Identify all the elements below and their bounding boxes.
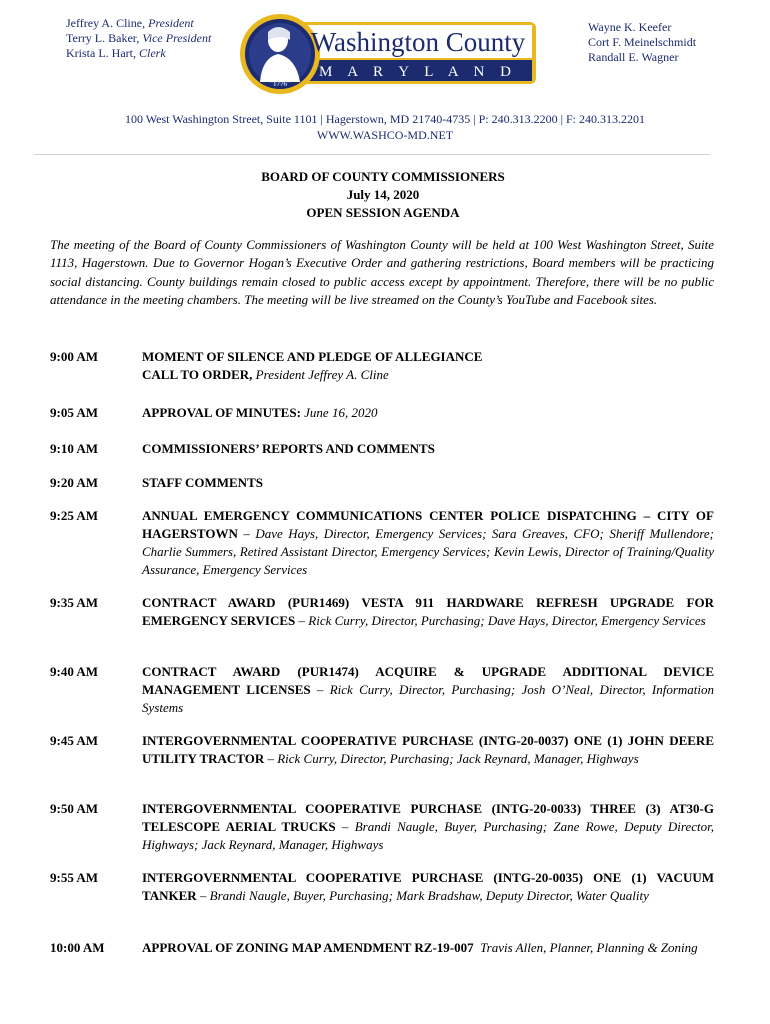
agenda-presenter: Dave Hays, Director, Emergency Services; Sara Greaves, CFO; Sheriff Mullendore; Charlie Summers, Retired Assistant Director, Emergency Services; Kevin Lewis, Director of Training/Quality Assurance, Emergency Services xyxy=(142,526,714,577)
commissioner-entry: Jeffrey A. Cline, President xyxy=(66,16,194,30)
agenda-time: 9:00 AM xyxy=(50,349,99,364)
agenda-time: 9:25 AM xyxy=(50,508,99,523)
agenda-description: INTERGOVERNMENTAL COOPERATIVE PURCHASE (INTG-20-0037) ONE (1) JOHN DEERE UTILITY TRACTOR – Rick Curry, Director, Purchasing; Jack Reynard, Manager, Highways xyxy=(142,733,714,766)
agenda-item-title: CONTRACT AWARD (PUR1469) VESTA 911 HARDWARE REFRESH UPGRADE FOR EMERGENCY SERVICES xyxy=(142,595,714,628)
svg-text:1776: 1776 xyxy=(273,80,287,88)
svg-text:M A R Y L A N D: M A R Y L A N D xyxy=(319,64,517,80)
session-type: OPEN SESSION AGENDA xyxy=(306,205,460,220)
agenda-description xyxy=(142,348,714,384)
address-block xyxy=(0,111,770,143)
board-name: BOARD OF COUNTY COMMISSIONERS xyxy=(261,169,505,184)
address-line: 100 West Washington Street, Suite 1101 | Hagerstown, MD 21740-4735 | P: 240.313.2200 | F: 240.313.2201 xyxy=(124,112,646,126)
agenda-item-title: INTERGOVERNMENTAL COOPERATIVE PURCHASE (INTG-20-0035) ONE (1) VACUUM TANKER xyxy=(142,870,714,903)
agenda-description xyxy=(142,474,714,492)
svg-text:Washington County: Washington County xyxy=(310,27,526,57)
commissioner-entry: Terry L. Baker, Vice President xyxy=(66,31,212,45)
agenda-item-title: ANNUAL EMERGENCY COMMUNICATIONS CENTER POLICE DISPATCHING – CITY OF HAGERSTOWN xyxy=(142,508,714,541)
agenda-item-title: STAFF COMMENTS xyxy=(142,475,263,490)
agenda-item-title: INTERGOVERNMENTAL COOPERATIVE PURCHASE (INTG-20-0033) THREE (3) AT30-G TELESCOPE AERIAL TRUCKS xyxy=(142,801,714,834)
commissioner-entry: Krista L. Hart, Clerk xyxy=(66,46,166,60)
commissioners-right xyxy=(588,20,696,65)
agenda-time: 9:05 AM xyxy=(50,405,99,420)
agenda-presenter: Travis Allen, Planner, Planning & Zoning xyxy=(480,940,698,955)
meeting-date: July 14, 2020 xyxy=(346,187,420,202)
commissioners-left xyxy=(66,16,211,61)
washington-county-logo xyxy=(238,10,548,102)
agenda-description xyxy=(142,440,714,458)
agenda-time: 9:45 AM xyxy=(50,733,99,748)
agenda-description: CONTRACT AWARD (PUR1474) ACQUIRE & UPGRADE ADDITIONAL DEVICE MANAGEMENT LICENSES – Rick Curry, Director, Purchasing; Josh O’Neal, Director, Information Systems xyxy=(142,664,715,715)
agenda-time: 10:00 AM xyxy=(50,940,105,955)
header-divider xyxy=(34,154,710,155)
agenda-description: INTERGOVERNMENTAL COOPERATIVE PURCHASE (INTG-20-0033) THREE (3) AT30-G TELESCOPE AERIAL TRUCKS – Brandi Naugle, Buyer, Purchasing; Zane Rowe, Deputy Director, Highways; Jack Reynard, Manager, Highways xyxy=(142,801,714,852)
agenda-presenter: Rick Curry, Director, Purchasing; Jack Reynard, Manager, Highways xyxy=(277,751,639,766)
agenda-presenter: June 16, 2020 xyxy=(300,405,378,420)
agenda-presenter: Brandi Naugle, Buyer, Purchasing; Mark Bradshaw, Deputy Director, Water Quality xyxy=(209,888,649,903)
agenda-time: 9:20 AM xyxy=(50,475,99,490)
agenda-presenter: Rick Curry, Director, Purchasing; Dave Hays, Director, Emergency Services xyxy=(308,613,706,628)
agenda-description: CONTRACT AWARD (PUR1469) VESTA 911 HARDWARE REFRESH UPGRADE FOR EMERGENCY SERVICES – Rick Curry, Director, Purchasing; Dave Hays, Director, Emergency Services xyxy=(142,595,714,628)
commissioner-entry: Randall E. Wagner xyxy=(588,50,679,64)
agenda-presenter: Rick Curry, Director, Purchasing; Josh O’Neal, Director, Information Systems xyxy=(142,682,715,715)
agenda-time: 9:10 AM xyxy=(50,441,99,456)
agenda-time: 9:50 AM xyxy=(50,801,99,816)
agenda-item-title: CALL TO ORDER, xyxy=(142,367,253,382)
agenda-description xyxy=(142,939,714,957)
agenda-title xyxy=(0,168,766,222)
agenda-item-title: COMMISSIONERS’ REPORTS AND COMMENTS xyxy=(142,441,435,456)
agenda-description: ANNUAL EMERGENCY COMMUNICATIONS CENTER POLICE DISPATCHING – CITY OF HAGERSTOWN – Dave Hays, Director, Emergency Services; Sara Greaves, CFO; Sheriff Mullendore; Charlie Summers, Retired Assistant Director, Emergency Services; Kevin Lewis, Director of Training/Quality Assurance, Emergency Services xyxy=(142,508,714,577)
agenda-time: 9:55 AM xyxy=(50,870,99,885)
agenda-item-title: APPROVAL OF MINUTES: xyxy=(142,405,301,420)
website-link[interactable]: WWW.WASHCO-MD.NET xyxy=(316,128,454,142)
agenda-time: 9:40 AM xyxy=(50,664,99,679)
commissioner-entry: Cort F. Meinelschmidt xyxy=(588,35,697,49)
agenda-description: INTERGOVERNMENTAL COOPERATIVE PURCHASE (INTG-20-0035) ONE (1) VACUUM TANKER – Brandi Naugle, Buyer, Purchasing; Mark Bradshaw, Deputy Director, Water Quality xyxy=(142,870,714,903)
agenda-item-title: INTERGOVERNMENTAL COOPERATIVE PURCHASE (INTG-20-0037) ONE (1) JOHN DEERE UTILITY TRACTOR xyxy=(142,733,714,766)
agenda-presenter: Brandi Naugle, Buyer, Purchasing; Zane Rowe, Deputy Director, Highways; Jack Reynard, Manager, Highways xyxy=(142,819,714,852)
agenda-time: 9:35 AM xyxy=(50,595,99,610)
commissioner-entry: Wayne K. Keefer xyxy=(588,20,672,34)
agenda-presenter: President Jeffrey A. Cline xyxy=(252,367,389,382)
agenda-item-title: MOMENT OF SILENCE AND PLEDGE OF ALLEGIANCE xyxy=(142,349,483,364)
agenda-item-title: APPROVAL OF ZONING MAP AMENDMENT RZ-19-007 xyxy=(142,940,474,955)
meeting-notice: The meeting of the Board of County Commissioners of Washington County will be held at 100 West Washington Street, Suite 1113, Hagerstown. Due to Governor Hogan’s Executive Order and gathering restrictions, Board members will be practicing social distancing. County buildings remain closed to public access except by appointment. Therefore, there will be no public attendance in the meeting chambers. The meeting will be live streamed on the County’s YouTube and Facebook sites. xyxy=(50,237,714,308)
agenda-description xyxy=(142,404,714,422)
agenda-item-title: CONTRACT AWARD (PUR1474) ACQUIRE & UPGRADE ADDITIONAL DEVICE MANAGEMENT LICENSES xyxy=(142,664,714,697)
